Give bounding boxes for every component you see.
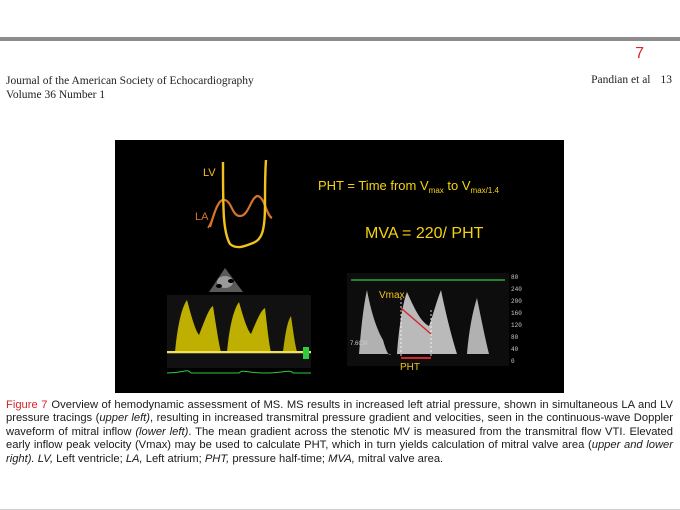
la-pressure-curve — [210, 196, 272, 227]
la-label: LA — [195, 211, 209, 223]
cw-doppler-left — [167, 295, 311, 373]
svg-text:120: 120 — [511, 322, 522, 329]
caption-figure-label: Figure 7 — [6, 399, 48, 411]
journal-name: Journal of the American Society of Echocardiography — [6, 75, 254, 87]
svg-text:240: 240 — [511, 286, 522, 293]
cw-doppler-right — [347, 273, 522, 373]
svg-text:160: 160 — [511, 310, 522, 317]
vmax-label: Vmax — [379, 290, 405, 301]
echo-thumbnail — [209, 268, 243, 292]
svg-text:80: 80 — [511, 334, 519, 341]
lv-label: LV — [203, 167, 216, 179]
velocity-scale — [511, 274, 522, 365]
running-head — [591, 74, 672, 86]
figure-graphic — [115, 140, 564, 393]
mva-formula: MVA = 220/ PHT — [365, 225, 484, 242]
slide-number: 7 — [635, 45, 644, 62]
pht-label: PHT — [400, 362, 420, 373]
page-number: 13 — [660, 74, 672, 86]
svg-text:80: 80 — [511, 274, 519, 281]
authors: Pandian et al — [591, 74, 651, 86]
svg-text:0: 0 — [511, 358, 515, 365]
pht-formula: PHT = Time from $V_{max}$ to $V_{max/1.4}$ — [318, 178, 499, 195]
figure-panel — [115, 140, 564, 393]
journal-volume: Volume 36 Number 1 — [6, 89, 106, 101]
formula-block — [318, 178, 500, 242]
depth-label: 7.6CM — [350, 341, 368, 347]
figure-caption: Figure 7 Overview of hemodynamic assessment of MS. MS results in increased left atrial pressure, shown in simultaneous LA and LV pressure tracings (upper left), resulting in increased transmitral pressure gradient and velocities, seen in the continuous-wave Doppler waveform of mitral inflow (lower left). The mean gradient across the stenotic MV is measured from the transmitral flow VTI. Elevated early inflow peak velocity (Vmax) may be used to calculate PHT, which in turn yields calculation of mitral valve area (upper and lower right). LV, Left ventricle; LA, Left atrium; PHT, pressure half-time; MVA, mitral valve area. — [6, 399, 674, 465]
svg-text:40: 40 — [511, 346, 519, 353]
journal-header — [6, 74, 254, 102]
pressure-tracing — [195, 160, 272, 247]
ecg-trace-left — [167, 371, 311, 373]
top-rule — [0, 37, 680, 41]
svg-text:200: 200 — [511, 298, 522, 305]
